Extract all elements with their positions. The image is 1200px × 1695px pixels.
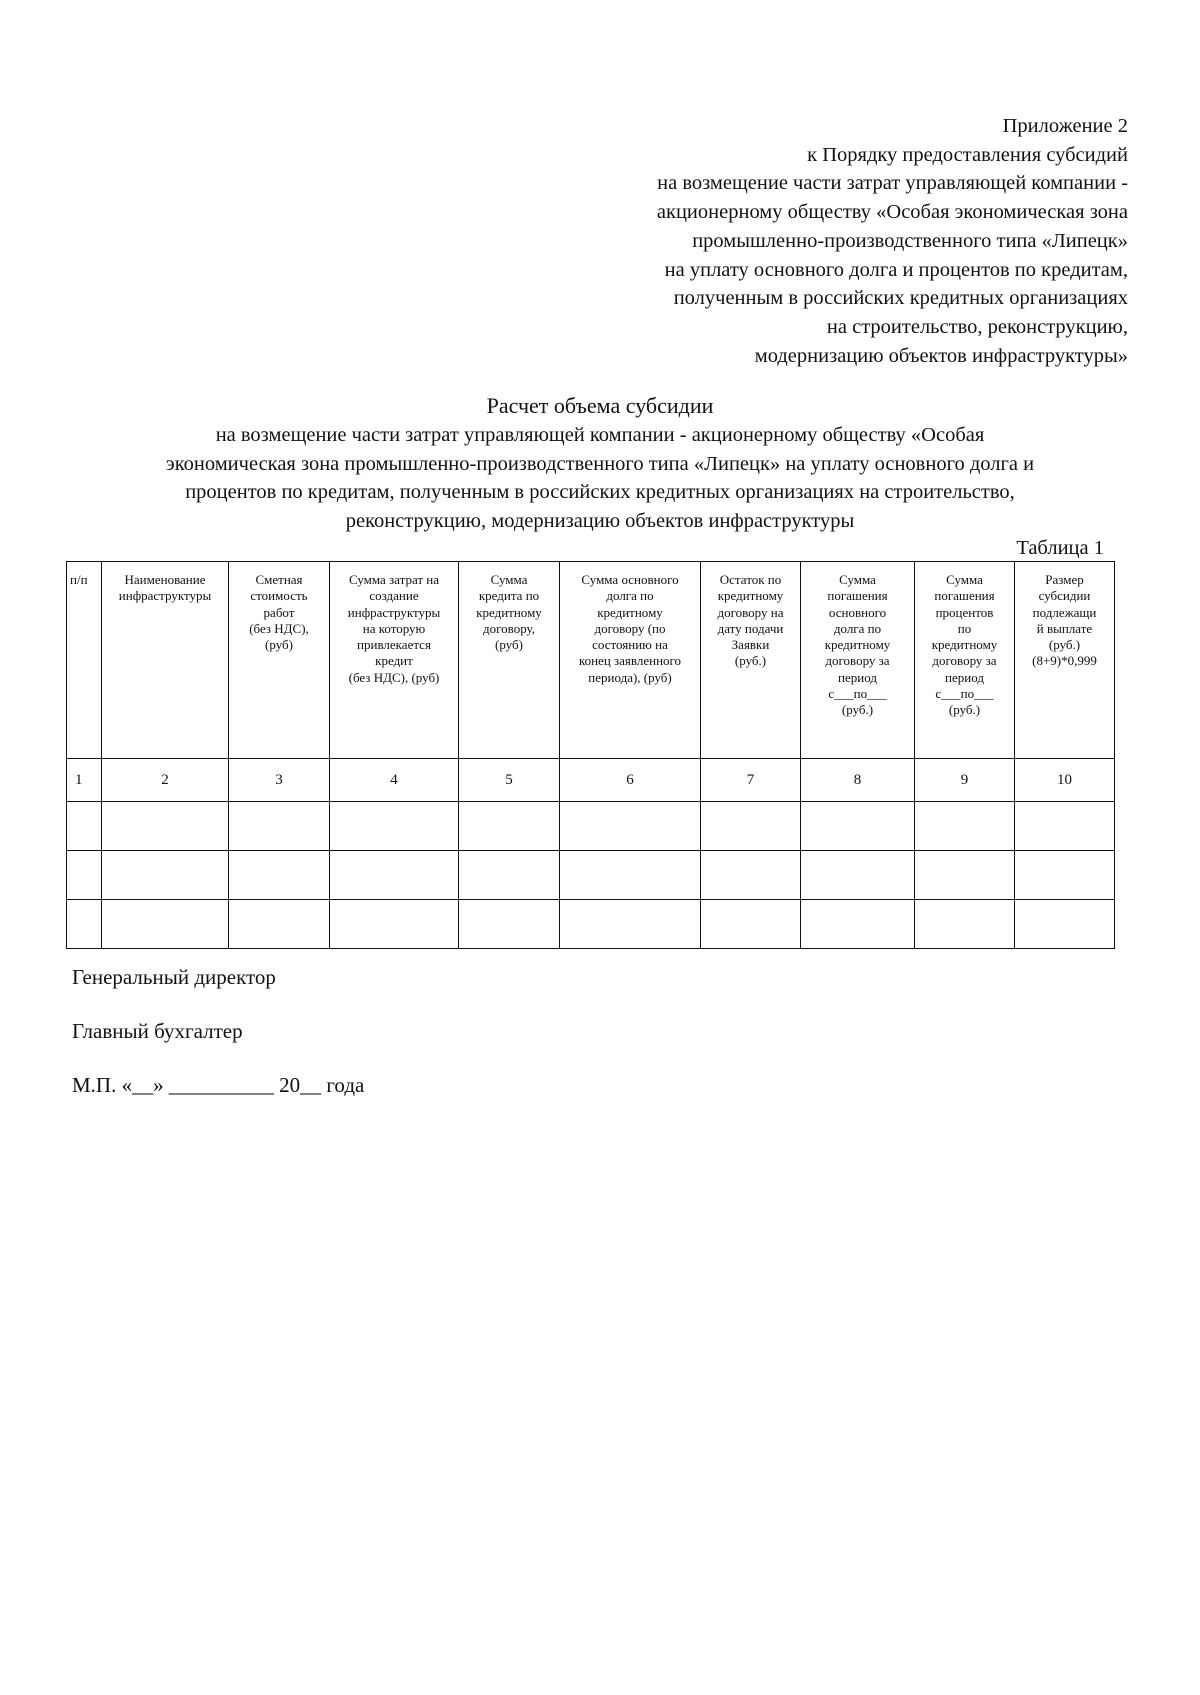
table-cell [915,900,1015,949]
table-header-row [67,562,1115,759]
appendix-line: модернизацию объектов инфраструктуры» [754,344,1128,367]
column-number: 2 [102,759,229,802]
table-cell [1015,900,1115,949]
table-cell [229,900,330,949]
table-cell [915,851,1015,900]
table-cell [67,851,102,900]
table-cell [1015,851,1115,900]
subtitle-line: реконструкцию, модернизацию объектов инфраструктуры [345,509,855,532]
header-cell: Сумма основного долга по кредитному договору (по состоянию на конец заявленного периода), (руб) [560,562,701,759]
table-cell [330,851,459,900]
table-cell [459,900,560,949]
appendix-line: на строительство, реконструкцию, [826,315,1128,338]
table-cell [102,900,229,949]
appendix-header [428,112,1128,370]
table-cell [67,802,102,851]
table-cell [801,900,915,949]
table-cell [801,851,915,900]
header-cell: Сметная стоимость работ (без НДС), (руб) [229,562,330,759]
subtitle-line: экономическая зона промышленно-производственного типа «Липецк» на уплату основного долга и [165,452,1035,475]
table-cell [229,851,330,900]
table-cell [459,851,560,900]
column-number: 8 [801,759,915,802]
table-cell [701,851,801,900]
header-cell: п/п [67,562,102,759]
column-number: 9 [915,759,1015,802]
subtitle-line: на возмещение части затрат управляющей компании - акционерному обществу «Особая [215,424,985,446]
column-number: 5 [459,759,560,802]
appendix-line: полученным в российских кредитных организациях [673,287,1128,310]
appendix-line: на уплату основного долга и процентов по кредитам, [664,258,1128,281]
calculation-title: Расчет объема субсидии [486,393,714,418]
header-cell: Сумма погашения основного долга по кредитному договору за период с___по___ (руб.) [801,562,915,759]
appendix-line: Приложение 2 [1002,115,1128,137]
accountant-signature-line: Главный бухгалтер [72,1019,243,1043]
column-number: 3 [229,759,330,802]
table-row [67,851,1115,900]
header-cell: Размер субсидии подлежащи й выплате (руб.) (8+9)*0,999 [1015,562,1115,759]
column-number-row [67,759,1115,802]
table-cell [560,851,701,900]
table-cell [560,802,701,851]
header-cell: Наименование инфраструктуры [102,562,229,759]
table-cell [915,802,1015,851]
table-row [67,900,1115,949]
table-cell [459,802,560,851]
table-cell [330,802,459,851]
column-number: 4 [330,759,459,802]
table-cell [801,802,915,851]
table-cell [229,802,330,851]
column-number: 1 [67,759,102,802]
appendix-line: акционерному обществу «Особая экономическая зона [656,201,1128,224]
column-number: 6 [560,759,701,802]
subtitle-line: процентов по кредитам, полученным в российских кредитных организациях на строительство, [185,481,1015,503]
table-cell [1015,802,1115,851]
subsidy-table [66,561,1115,949]
appendix-line: к Порядку предоставления субсидий [807,143,1128,166]
header-cell: Остаток по кредитному договору на дату подачи Заявки (руб.) [701,562,801,759]
table-label: Таблица 1 [1016,537,1104,559]
column-number: 10 [1015,759,1115,802]
calculation-subtitle [60,421,1140,535]
column-number: 7 [701,759,801,802]
header-cell: Сумма затрат на создание инфраструктуры на которую привлекается кредит (без НДС), (руб) [330,562,459,759]
table-cell [560,900,701,949]
table-cell [701,802,801,851]
header-cell: Сумма погашения процентов по кредитному договору за период с___по___ (руб.) [915,562,1015,759]
appendix-line: промышленно-производственного типа «Липецк» [692,229,1128,252]
table-cell [330,900,459,949]
table-cell [102,802,229,851]
stamp-date-line: М.П. «__» __________ 20__ года [72,1073,365,1097]
table-row [67,802,1115,851]
table-cell [701,900,801,949]
table-cell [102,851,229,900]
appendix-line: на возмещение части затрат управляющей компании - [657,172,1128,195]
director-signature-line: Генеральный директор [72,965,276,989]
header-cell: Сумма кредита по кредитному договору, (руб) [459,562,560,759]
table-cell [67,900,102,949]
